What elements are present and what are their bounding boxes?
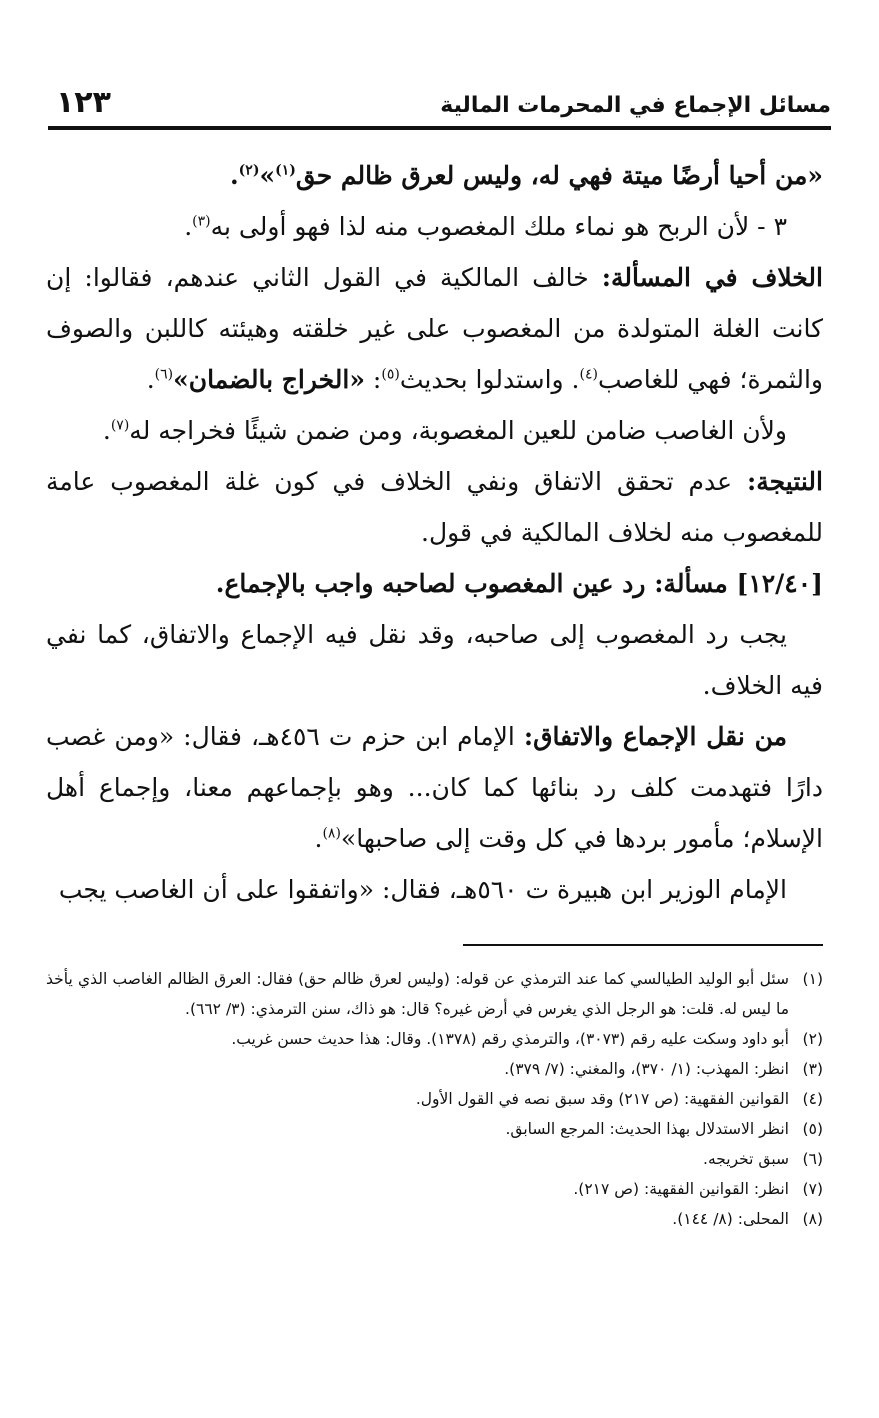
paragraph-hadith-quote: «من أحيا أرضًا ميتة فهي له، وليس لعرق ظالم حق$^{(١)}$»$^{(٢)}$. [229,161,823,190]
footnote: (٣) انظر: المهذب: (١/ ٣٧٠)، والمغني: (٧/ ٣٧٩). [46,1054,823,1084]
footnote-ref: (٦) [154,366,174,383]
issue-heading: [١٢/٤٠] مسألة: رد عين المغصوب لصاحبه واجب بالإجماع. [215,569,823,598]
paragraph-disagreement: الخلاف في المسألة: خالف المالكية في القول الثاني عندهم، فقالوا: إن كانت الغلة المتولدة من المغصوب على غير خلقته وهيئته كاللبن والصوف والثمرة؛ فهي للغاصب$^{(٤)}$. واستدلوا بحديث$^{(٥)}$: «الخراج بالضمان»$^{(٦)}$. [46,263,823,394]
paragraph-result: النتيجة: عدم تحقق الاتفاق ونفي الخلاف في كون غلة المغصوب عامة للمغصوب منه لخلاف المالكية في قول. [46,467,823,547]
paragraph-ibn-hubayra: الإمام الوزير ابن هبيرة ت ٥٦٠هـ، فقال: «واتفقوا على أن الغاصب يجب [58,875,787,904]
paragraph-evidence-3: ٣ - لأن الربح هو نماء ملك المغصوب منه لذا فهو أولى به$^{(٣)}$. [184,212,787,241]
footnote-ref: (٥) [381,366,400,383]
footnote-ref: (٢) [238,162,260,179]
section-lead: النتيجة: [747,467,823,496]
footnote-number: (١) [802,970,823,988]
footnote: (٨) المحلى: (٨/ ١٤٤). [46,1204,823,1234]
running-title: مسائل الإجماع في المحرمات المالية [440,93,831,118]
main-text [46,150,823,915]
footnote-number: (٧) [802,1180,823,1198]
footnote-number: (٥) [802,1120,823,1138]
footnote-number: (٤) [802,1090,823,1108]
paragraph-consensus-transmitters: من نقل الإجماع والاتفاق: الإمام ابن حزم ت ٤٥٦هـ، فقال: «ومن غصب دارًا فتهدمت كلف رد بنائها كما كان... وهو بإجماعهم معنا، وإجماع أهل الإسلام؛ مأمور بردها في كل وقت إلى صاحبها»$^{(٨)}$. [46,722,823,853]
footnote-divider [463,944,823,946]
footnote-number: (٨) [802,1210,823,1228]
section-lead: من نقل الإجماع والاتفاق: [523,722,787,751]
footnote-number: (٦) [802,1150,823,1168]
footnote-ref: (٣) [192,213,211,230]
footnote-ref: (٨) [322,825,341,842]
section-lead: الخلاف في المسألة: [601,263,823,292]
footnote-number: (٢) [802,1030,823,1048]
footnote-ref: (٧) [110,417,130,434]
page-number: ١٢٣ [56,85,111,120]
footnote-ref: (١) [275,162,296,179]
footnote: (٦) سبق تخريجه. [46,1144,823,1174]
page-header [48,70,831,130]
footnote-ref: (٤) [579,366,598,383]
footnote: (٤) القوانين الفقهية: (ص ٢١٧) وقد سبق نصه في القول الأول. [46,1084,823,1114]
footnote: (٥) انظر الاستدلال بهذا الحديث: المرجع السابق. [46,1114,823,1144]
footnote: (١) سئل أبو الوليد الطيالسي كما عند الترمذي عن قوله: (وليس لعرق ظالم حق) فقال: العرق الظالم الغاصب الذي يأخذ ما ليس له. قلت: هو الرجل الذي يغرس في أرض غيره؟ قال: هو ذاك، سنن الترمذي: (٣/ ٦٦٢). [46,964,823,1024]
footnotes [46,964,823,1234]
hadith-title: «الخراج بالضمان» [173,365,365,394]
paragraph-guarantee: ولأن الغاصب ضامن للعين المغصوبة، ومن ضمن شيئًا فخراجه له$^{(٧)}$. [102,416,787,445]
footnote: (٧) انظر: القوانين الفقهية: (ص ٢١٧). [46,1174,823,1204]
footnote: (٢) أبو داود وسكت عليه رقم (٣٠٧٣)، والترمذي رقم (١٣٧٨). وقال: هذا حديث حسن غريب. [46,1024,823,1054]
footnote-number: (٣) [802,1060,823,1078]
paragraph-obligation: يجب رد المغصوب إلى صاحبه، وقد نقل فيه الإجماع والاتفاق، كما نفي فيه الخلاف. [46,620,823,700]
